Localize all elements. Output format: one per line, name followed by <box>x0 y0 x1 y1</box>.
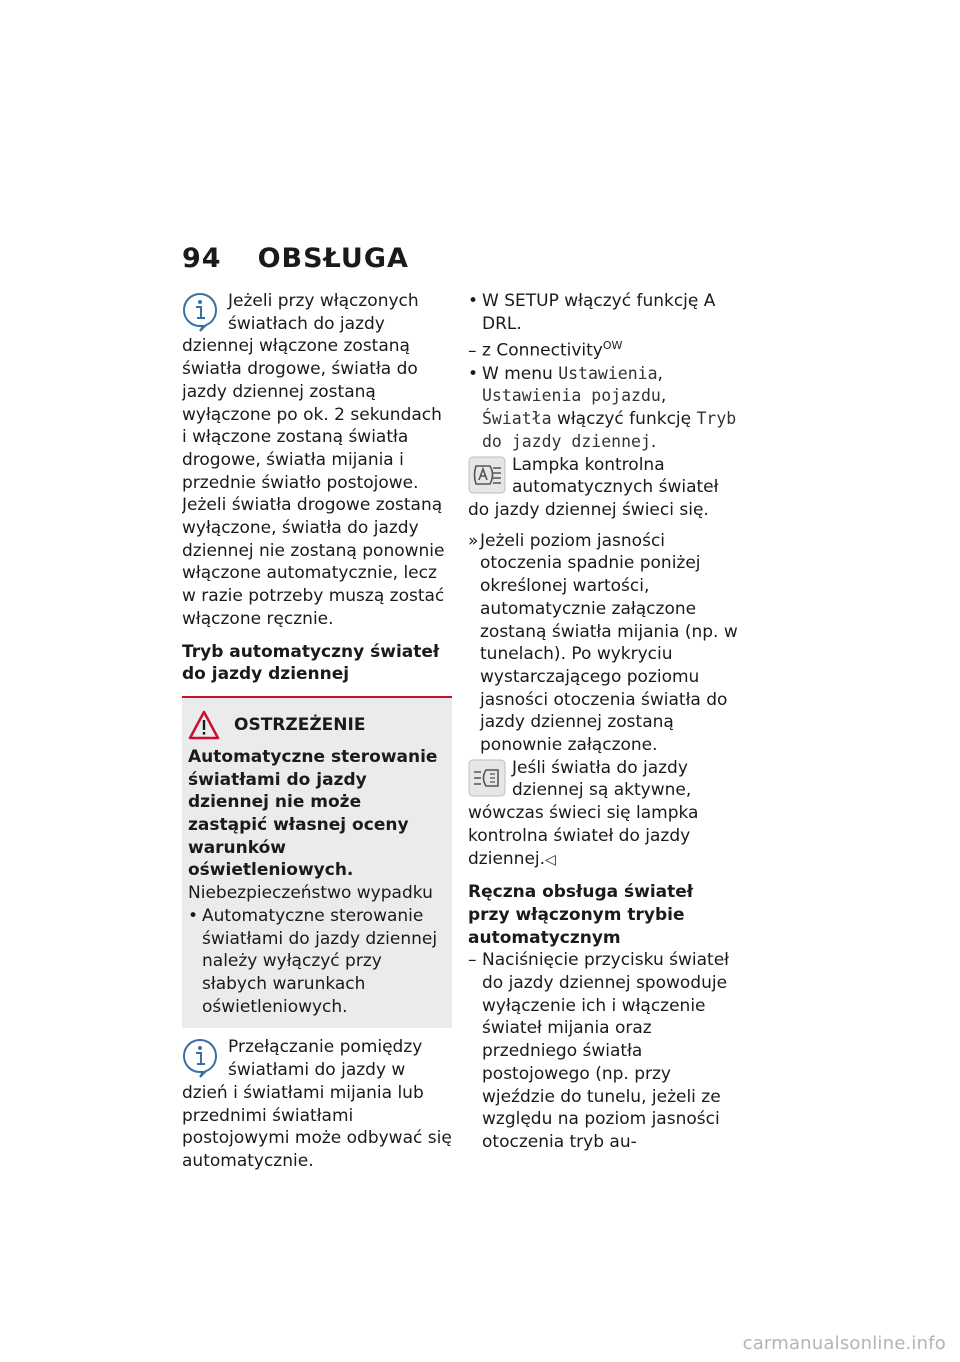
note-info <box>182 290 452 631</box>
menu-sep: , <box>657 363 663 384</box>
bullet-setup: • W SETUP włączyć funkcję A DRL. <box>468 290 740 335</box>
note-text-2: Jeżeli światła drogowe zostaną wyłączone, światła do jazdy dziennej nie zostaną ponownie włączone automatycznie, lecz w razie potrzeby muszą zostać włączone ręcznie. <box>182 495 445 629</box>
section-title-manual: Ręczna obsługa świateł przy włączonym trybie automatycznym <box>468 882 694 948</box>
daytime-light-lamp-icon <box>468 759 506 797</box>
warning-triangle-icon <box>188 710 220 740</box>
lamp-text-body: Jeśli światła do jazdy dziennej są aktywne, wówczas świeci się lampka kontrolna świateł do jazdy dziennej. <box>468 757 699 869</box>
menu-end: . <box>650 431 657 452</box>
page-header <box>182 243 409 274</box>
page-number: 94 <box>182 243 222 274</box>
warning-bullet: • Automatyczne sterowanie światłami do jazdy dziennej należy wyłączyć przy słabych warunkach oświetleniowych. <box>188 905 444 1019</box>
note-text: Jeżeli przy włączonych światłach do jazdy dziennej włączone zostaną światła drogowe, światła do jazdy dziennej zostaną wyłączone po ok. 2 sekundach i włączone zostaną światła drogowe, światła mijania i przednie światło postojowe. <box>182 291 442 493</box>
info-icon <box>182 292 218 332</box>
bullet-menu <box>468 363 740 454</box>
menu-swiatla: Światła <box>482 409 552 429</box>
left-column <box>182 290 452 1173</box>
menu-ustawienia-pojazdu: Ustawienia pojazdu <box>482 386 661 406</box>
end-mark-icon: ◁ <box>545 851 556 868</box>
watermark: carmanualsonline.info <box>742 1333 946 1354</box>
menu-mid: włączyć funkcję <box>551 409 697 430</box>
info-icon <box>182 1038 218 1078</box>
menu-pre: W menu <box>482 363 559 384</box>
connectivity-superscript: OW <box>602 339 623 353</box>
note-text: Przełączanie pomiędzy światłami do jazdy w dzień i światłami mijania lub przednimi światłami postojowymi może odbywać się automatycznie. <box>182 1037 452 1171</box>
warning-risk: Niebezpieczeństwo wypadku <box>188 883 433 904</box>
warning-bold-text: Automatyczne sterowanie światłami do jazdy dziennej nie może zastąpić własnej oceny warunków oświetleniowych. <box>188 746 438 881</box>
lamp-text: Lampka kontrolna automatycznych świateł do jazdy dziennej świeci się. <box>468 454 719 520</box>
warning-title <box>188 710 444 740</box>
menu-ustawienia: Ustawienia <box>558 363 658 383</box>
chapter-title: OBSŁUGA <box>257 243 409 274</box>
right-column <box>468 290 740 1154</box>
auto-light-lamp-icon <box>468 456 506 494</box>
section-title-auto-drl: Tryb automatyczny świateł do jazdy dziennej <box>182 641 440 685</box>
note-info-2 <box>182 1036 452 1172</box>
dash-manual: – Naciśnięcie przycisku świateł do jazdy dziennej spowoduje wyłączenie ich i włączenie świateł mijania oraz przedniego światła postojowego (np. przy wjeździe do tunelu, jeżeli ze względu na poziom jasności otoczenia tryb au- <box>468 949 740 1153</box>
step-result: » Jeżeli poziom jasności otoczenia spadnie poniżej określonej wartości, automatycznie załączone zostaną światła mijania (np. w tunelach). Po wykryciu wystarczającego poziomu jasności otoczenia światła do jazdy dziennej zostaną ponownie załączone. <box>468 530 740 757</box>
dash-connectivity-text: z Connectivity <box>482 341 603 362</box>
warning-label: OSTRZEŻENIE <box>234 714 366 735</box>
dash-connectivity <box>468 335 740 362</box>
lamp-text <box>468 757 740 872</box>
lamp-drl <box>468 757 740 872</box>
warning-box <box>182 696 452 1028</box>
lamp-auto-drl <box>468 454 740 522</box>
menu-tryb-jazdy-dziennej: Tryb do jazdy dziennej <box>482 409 737 451</box>
menu-sep: , <box>660 386 667 407</box>
